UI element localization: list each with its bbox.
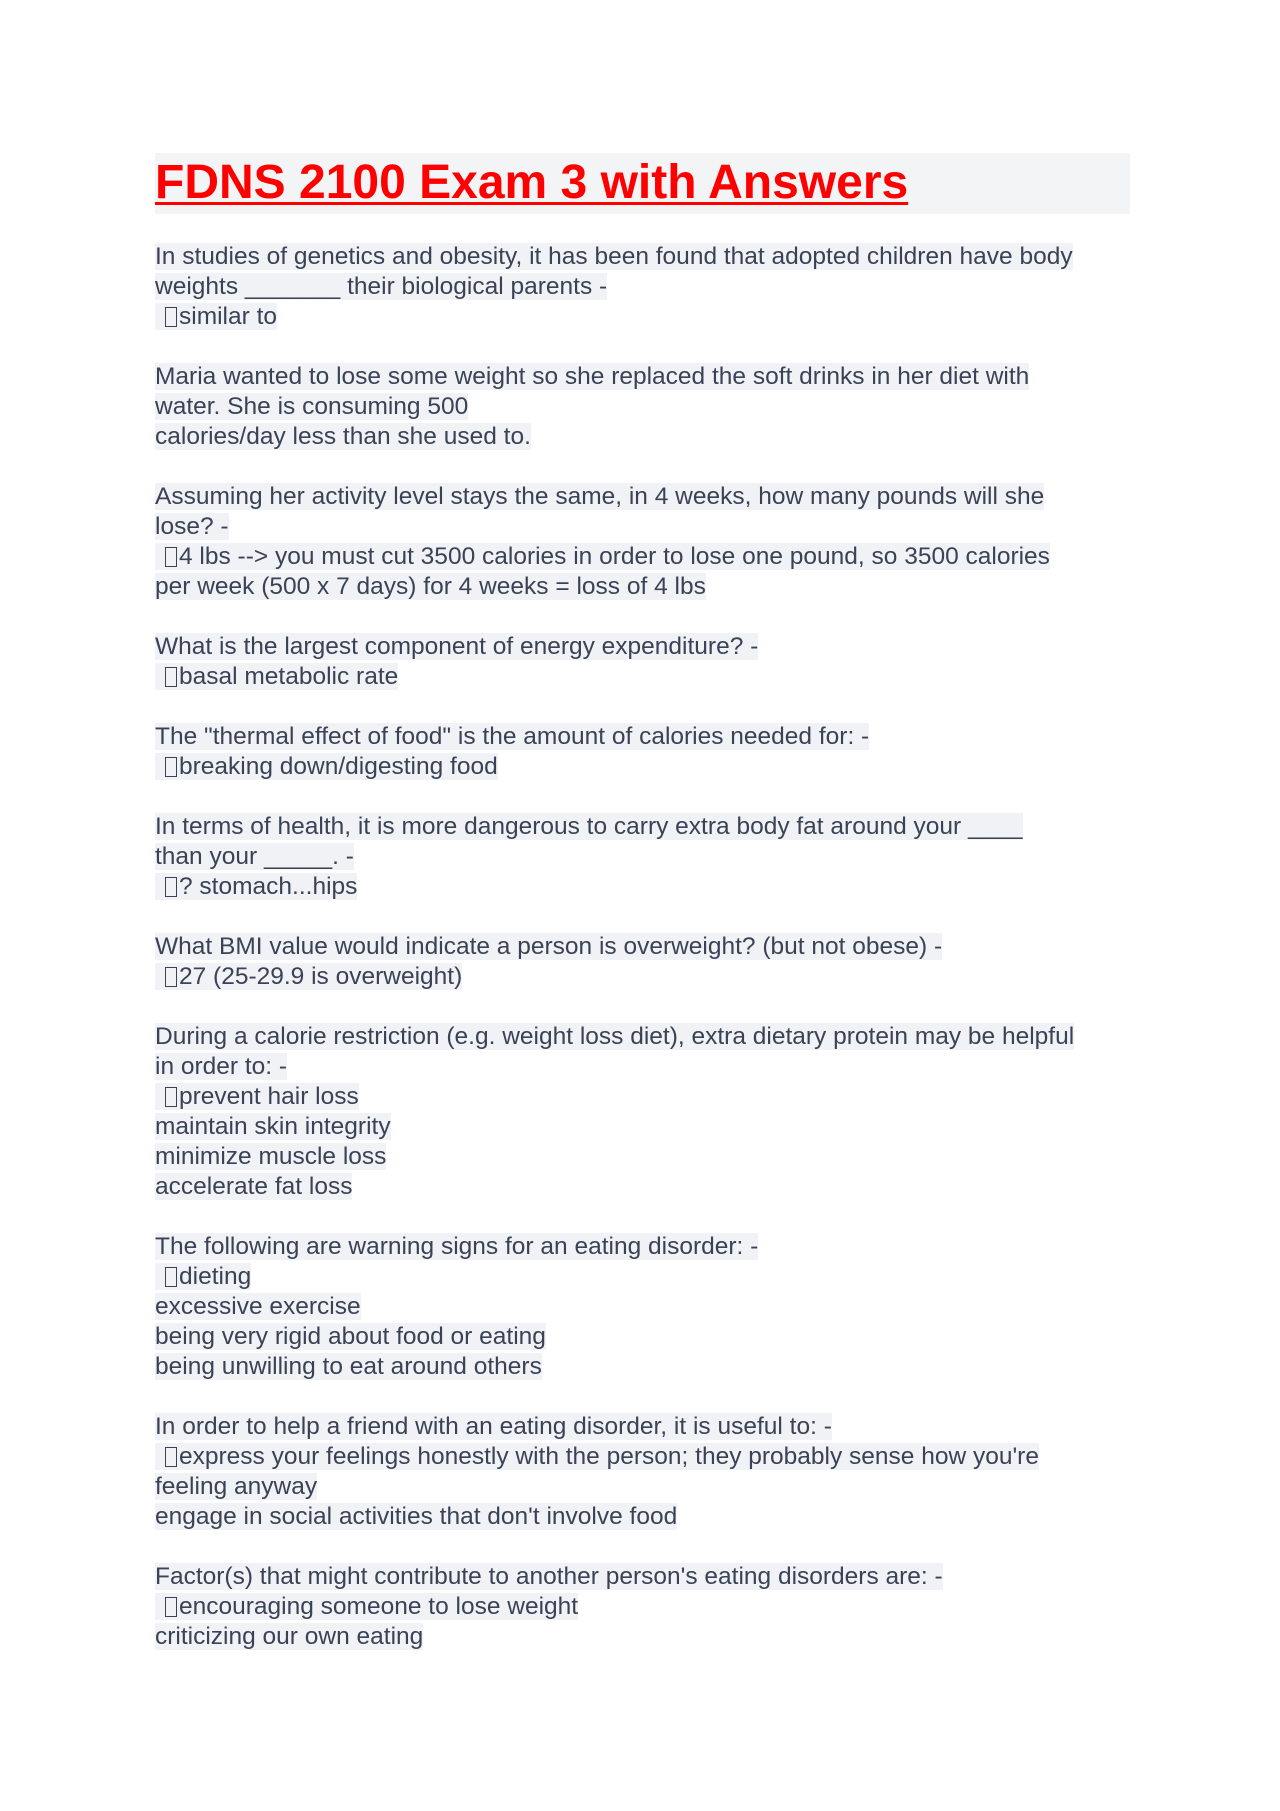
question-line [155,932,1130,962]
qa-item [155,362,1130,452]
answer-text: feeling anyway [155,1473,318,1500]
missing-glyph-icon [165,967,177,987]
answer-text: dieting [179,1263,252,1290]
answer-line [155,1262,1130,1292]
answer-line [155,1142,1130,1172]
answer-text-wrap [155,1143,386,1170]
answer-text: 27 (25-29.9 is overweight) [179,963,463,990]
answer-text: 4 lbs --> you must cut 3500 calories in order to lose one pound, so 3500 calories [179,543,1050,570]
question-line [155,422,1130,452]
answer-text-wrap [155,1623,423,1650]
qa-item [155,722,1130,782]
answer-line [155,962,1130,992]
answer-text: maintain skin integrity [155,1113,391,1140]
answer-text: criticizing our own eating [155,1623,424,1650]
qa-list [155,242,1130,1652]
answer-text-wrap [155,1263,251,1290]
missing-glyph-icon [165,1087,177,1107]
answer-line [155,1622,1130,1652]
question-line [155,1052,1130,1082]
answer-text: accelerate fat loss [155,1173,353,1200]
answer-text: encouraging someone to lose weight [179,1593,579,1620]
question-text: water. She is consuming 500 [155,393,469,420]
question-text: Assuming her activity level stays the same, in 4 weeks, how many pounds will she [155,483,1045,510]
question-line [155,632,1130,662]
answer-line [155,1592,1130,1622]
answer-line [155,1172,1130,1202]
answer-text: prevent hair loss [179,1083,359,1110]
answer-text: excessive exercise [155,1293,361,1320]
missing-glyph-icon [165,877,177,897]
qa-item [155,242,1130,332]
missing-glyph-icon [165,307,177,327]
question-text: Maria wanted to lose some weight so she replaced the soft drinks in her diet with [155,363,1030,390]
question-text: Factor(s) that might contribute to another person's eating disorders are: - [155,1563,943,1590]
answer-text-wrap [155,1113,391,1140]
answer-text-wrap [155,663,398,690]
question-line [155,272,1130,302]
missing-glyph-icon [165,667,177,687]
answer-line [155,872,1130,902]
qa-item [155,1022,1130,1202]
answer-line [155,752,1130,782]
question-text: lose? - [155,513,229,540]
question-line [155,812,1130,842]
answer-text-wrap [155,1443,1039,1470]
qa-item [155,632,1130,692]
question-line [155,242,1130,272]
qa-item [155,812,1130,902]
question-text: in order to: - [155,1053,288,1080]
answer-text: similar to [179,303,278,330]
question-line [155,1022,1130,1052]
question-line [155,392,1130,422]
answer-text: per week (500 x 7 days) for 4 weeks = loss of 4 lbs [155,573,706,600]
answer-text-wrap [155,543,1050,570]
question-text: In order to help a friend with an eating disorder, it is useful to: - [155,1413,832,1440]
answer-line [155,1442,1130,1472]
answer-line [155,1082,1130,1112]
missing-glyph-icon [165,1447,177,1467]
answer-text-wrap [155,1173,352,1200]
question-line [155,842,1130,872]
question-text: In terms of health, it is more dangerous to carry extra body fat around your ____ [155,813,1023,840]
answer-text-wrap [155,873,357,900]
answer-line [155,1322,1130,1352]
question-text: During a calorie restriction (e.g. weight loss diet), extra dietary protein may be helpful [155,1023,1075,1050]
answer-text-wrap [155,303,277,330]
answer-text-wrap [155,1083,359,1110]
qa-item [155,1412,1130,1532]
answer-line [155,302,1130,332]
answer-text-wrap [155,1323,546,1350]
question-text: What is the largest component of energy expenditure? - [155,633,759,660]
answer-line [155,542,1130,572]
missing-glyph-icon [165,757,177,777]
answer-text-wrap [155,1353,542,1380]
question-text: calories/day less than she used to. [155,423,531,450]
answer-text: express your feelings honestly with the person; they probably sense how you're [179,1443,1039,1470]
qa-item [155,932,1130,992]
answer-text: breaking down/digesting food [179,753,498,780]
answer-text-wrap [155,753,498,780]
missing-glyph-icon [165,1267,177,1287]
question-text: The "thermal effect of food" is the amount of calories needed for: - [155,723,870,750]
question-line [155,1232,1130,1262]
document-title: FDNS 2100 Exam 3 with Answers [155,156,909,209]
answer-text: being very rigid about food or eating [155,1323,546,1350]
answer-text-wrap [155,963,462,990]
answer-text: basal metabolic rate [179,663,399,690]
question-text: weights _______ their biological parents - [155,273,608,300]
title-banner [155,153,1130,214]
question-line [155,722,1130,752]
answer-line [155,1352,1130,1382]
answer-line [155,1112,1130,1142]
answer-text: ? stomach...hips [179,873,358,900]
answer-text-wrap [155,1503,677,1530]
answer-line [155,1292,1130,1322]
question-text: than your _____. - [155,843,354,870]
missing-glyph-icon [165,1597,177,1617]
question-line [155,362,1130,392]
question-line [155,512,1130,542]
question-text: What BMI value would indicate a person is overweight? (but not obese) - [155,933,943,960]
answer-text-wrap [155,1293,361,1320]
answer-text: being unwilling to eat around others [155,1353,542,1380]
answer-line [155,1472,1130,1502]
answer-text-wrap [155,1593,578,1620]
missing-glyph-icon [165,547,177,567]
qa-item [155,1232,1130,1382]
qa-item [155,1562,1130,1652]
answer-text-wrap [155,1473,317,1500]
question-line [155,482,1130,512]
question-text: The following are warning signs for an eating disorder: - [155,1233,759,1260]
answer-line [155,1502,1130,1532]
question-text: In studies of genetics and obesity, it has been found that adopted children have body [155,243,1073,270]
question-line [155,1562,1130,1592]
answer-text: engage in social activities that don't involve food [155,1503,678,1530]
answer-text-wrap [155,573,706,600]
answer-line [155,572,1130,602]
answer-text: minimize muscle loss [155,1143,387,1170]
document-page [155,153,1130,1682]
qa-item [155,482,1130,602]
question-line [155,1412,1130,1442]
answer-line [155,662,1130,692]
